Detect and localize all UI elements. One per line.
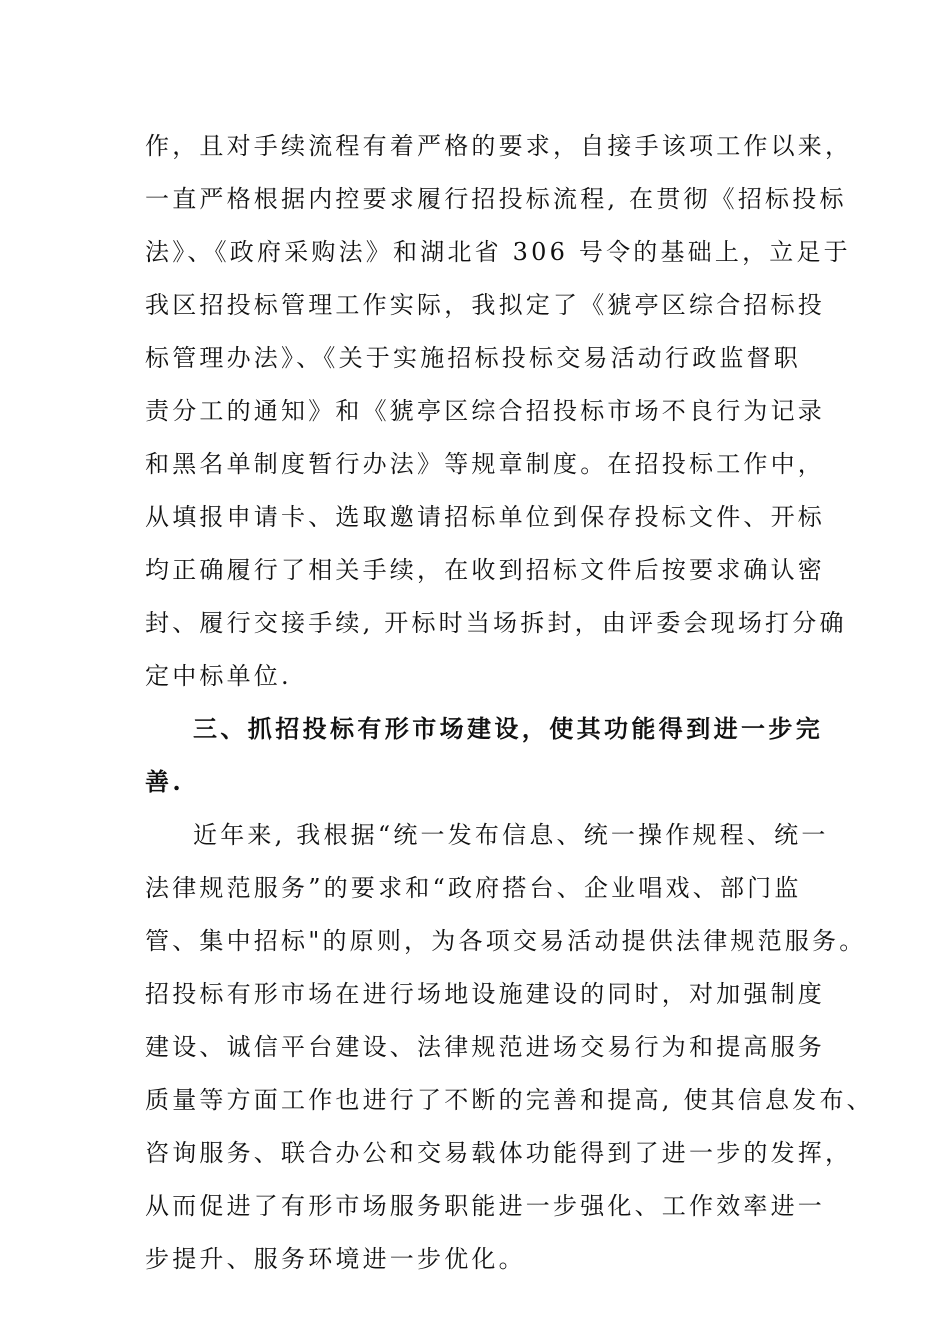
paragraph-line: 标管理办法》、《关于实施招标投标交易活动行政监督职 (145, 344, 801, 372)
paragraph-line: 法》、《政府采购法》和湖北省 306 号令的基础上，立足于 (145, 238, 851, 266)
paragraph-line: 责分工的通知》和《猇亭区综合招投标市场不良行为记录 (145, 397, 825, 425)
paragraph-line: 质量等方面工作也进行了不断的完善和提高, 使其信息发布、 (145, 1086, 874, 1114)
paragraph-line: 一直严格根据内控要求履行招投标流程, 在贯彻《招标投标 (145, 185, 847, 213)
section-heading: 三、抓招投标有形市场建设，使其功能得到进一步完 (193, 714, 824, 743)
paragraph-line: 从填报申请卡、选取邀请招标单位到保存投标文件、开标 (145, 503, 825, 531)
paragraph-line: 均正确履行了相关手续，在收到招标文件后按要求确认密 (145, 556, 825, 584)
paragraph-line: 管、集中招标"的原则，为各项交易活动提供法律规范服务。 (145, 927, 867, 955)
paragraph-line: 从而促进了有形市场服务职能进一步强化、工作效率进一 (145, 1192, 825, 1220)
paragraph-line: 咨询服务、联合办公和交易载体功能得到了进一步的发挥， (145, 1139, 853, 1167)
paragraph-line: 作，且对手续流程有着严格的要求，自接手该项工作以来， (145, 132, 853, 160)
paragraph-line: 我区招投标管理工作实际，我拟定了《猇亭区综合招标投 (145, 291, 825, 319)
section-heading-continuation: 善. (145, 767, 185, 796)
paragraph-line: 定中标单位. (145, 662, 292, 690)
paragraph-line: 和黑名单制度暂行办法》等规章制度。在招投标工作中， (145, 450, 825, 478)
paragraph-line: 招投标有形市场在进行场地设施建设的同时，对加强制度 (145, 980, 825, 1008)
paragraph-line: 法律规范服务”的要求和“政府搭台、企业唱戏、部门监 (145, 874, 802, 902)
paragraph-line: 封、履行交接手续, 开标时当场拆封，由评委会现场打分确 (145, 609, 847, 637)
paragraph-line: 步提升、服务环境进一步优化。 (145, 1245, 526, 1273)
paragraph-line: 近年来, 我根据“统一发布信息、统一操作规程、统一 (193, 821, 829, 849)
paragraph-line: 建设、诚信平台建设、法律规范进场交易行为和提高服务 (145, 1033, 825, 1061)
